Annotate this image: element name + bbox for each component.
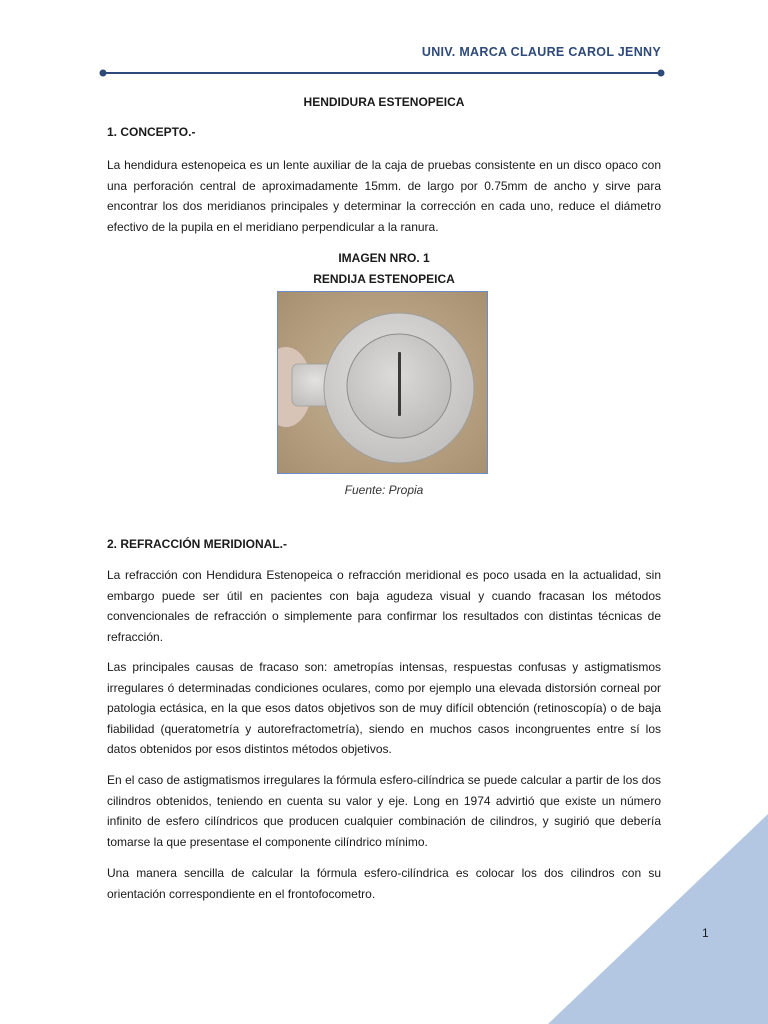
figure-photo-stenopeic-slit bbox=[277, 291, 488, 474]
paragraph-refraccion-3: En el caso de astigmatismos irregulares la fórmula esfero-cilíndrica se puede calcular a partir de los dos cilindros obtenidos, teniendo en cuenta su valor y eje. Long en 1974 advirtió que existe un número infinito de esfero cilíndricos que producen cualquier combinación de cilindros, y sugirió que debería tomarse la que presentase el componente cilíndrico mínimo. bbox=[107, 773, 661, 849]
paragraph-concepto: La hendidura estenopeica es un lente auxiliar de la caja de pruebas consistente en un disco opaco con una perforación central de aproximadamente 15mm. de largo por 0.75mm de ancho y sirve para encontrar los dos meridianos principales y determinar la corrección en cada uno, reduce el diámetro efectivo de la pupila en el meridiano perpendicular a la ranura. bbox=[107, 158, 661, 234]
header-author: UNIV. MARCA CLAURE CAROL JENNY bbox=[421, 45, 661, 59]
paragraph-refraccion-1: La refracción con Hendidura Estenopeica o refracción meridional es poco usada en la actualidad, sin embargo puede ser útil en pacientes con baja agudeza visual y cuando fracasan los métodos convencionales de refracción o simplemente para confirmar los resultados con distintas técnicas de refracción. bbox=[107, 568, 661, 644]
figure-source: Fuente: Propia bbox=[344, 483, 424, 497]
figure-caption: RENDIJA ESTENOPEICA bbox=[313, 272, 455, 286]
page-number: 1 bbox=[702, 926, 709, 940]
header-rule bbox=[99, 68, 665, 78]
paragraph-refraccion-4: Una manera sencilla de calcular la fórmula esfero-cilíndrica es colocar los dos cilindros con su orientación correspondiente en el frontofocometro. bbox=[107, 866, 661, 901]
corner-decoration bbox=[548, 814, 768, 1024]
figure-label: IMAGEN NRO. 1 bbox=[338, 251, 430, 265]
paragraph-refraccion-2: Las principales causas de fracaso son: ametropías intensas, respuestas confusas y astigmatismos irregulares ó determinadas condiciones oculares, como por ejemplo una elevada distorsión corneal por patologia ectásica, en la que esos datos objetivos son de muy difícil obtención (retinoscopía) o de baja fiabilidad (queratometría y autorefractometría), siendo en muchos casos incongruentes entre sí los datos obtenidos por esos distintos métodos objetivos. bbox=[107, 660, 661, 756]
section-heading-concepto: 1. CONCEPTO.- bbox=[107, 125, 196, 139]
document-title: HENDIDURA ESTENOPEICA bbox=[303, 95, 465, 109]
section-heading-refraccion: 2. REFRACCIÓN MERIDIONAL.- bbox=[107, 537, 287, 551]
